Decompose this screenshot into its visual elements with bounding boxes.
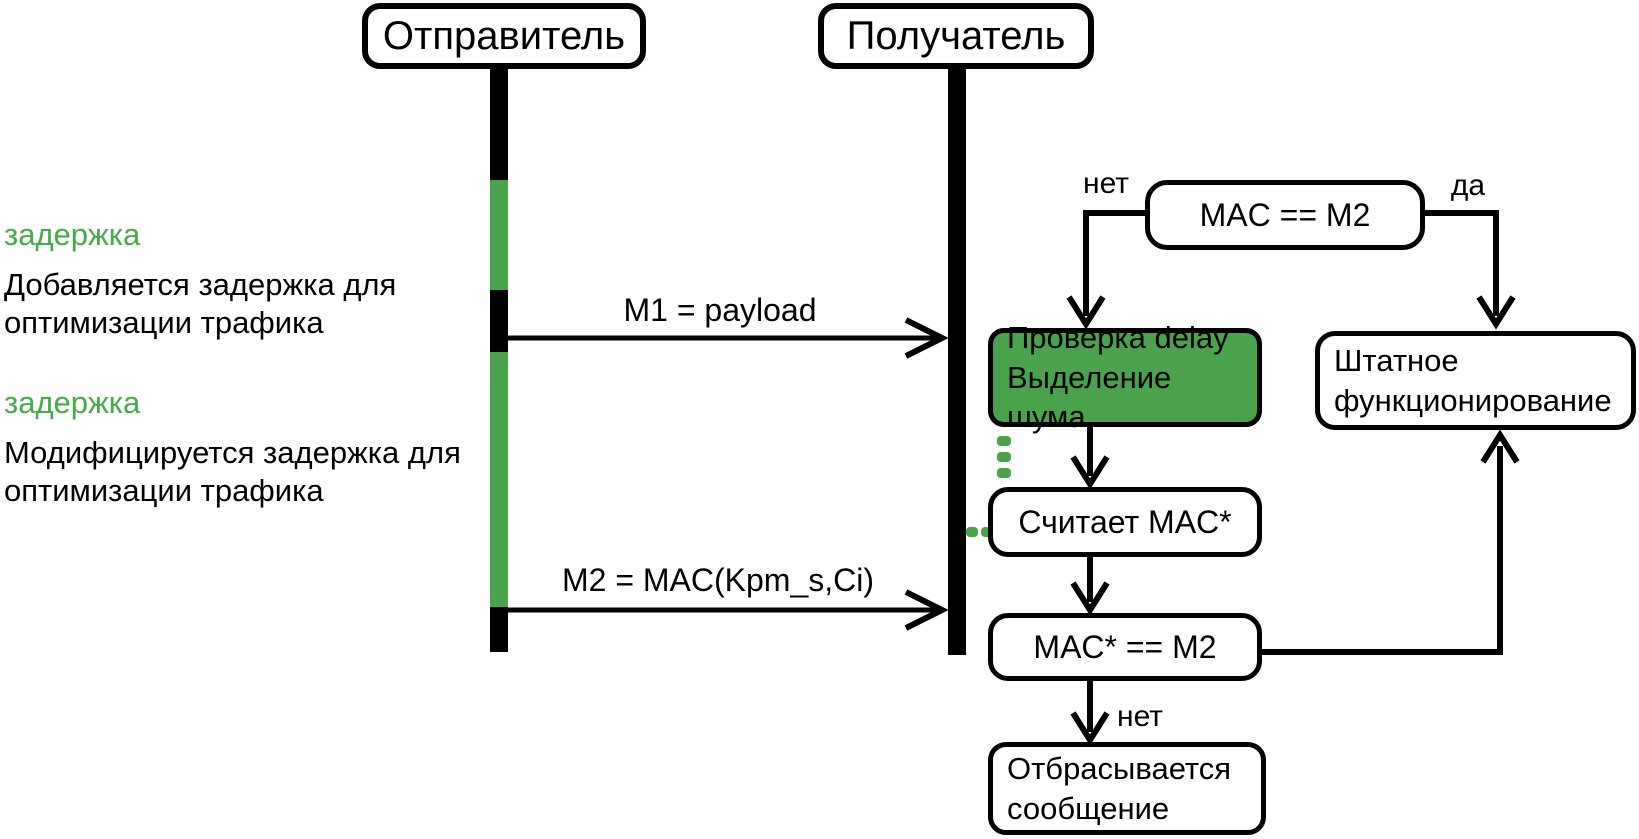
branch-yes-text: да (1450, 169, 1486, 202)
branch-no-elbow (1086, 213, 1147, 316)
normal-operation-line: функционирование (1334, 382, 1612, 418)
annotation-line: Модифицируется задержка для (4, 435, 461, 471)
annotation-delay-modified (4, 384, 524, 510)
green-dot-horizontal-1 (966, 527, 978, 537)
decision-mac-star-box (988, 613, 1262, 681)
branch-yes-elbow (1423, 213, 1496, 316)
check-delay-noise-box (988, 320, 1262, 435)
sender-header (362, 3, 646, 69)
branch-no-bottom-text: нет (1117, 700, 1163, 733)
branch-yes-label (1438, 168, 1498, 204)
m2-message-label (546, 554, 890, 596)
normal-operation-box (1315, 331, 1636, 430)
annotation-line: оптимизации трафика (4, 305, 324, 340)
annotation-title: задержка (4, 385, 141, 420)
m1-message-text: M1 = payload (623, 292, 817, 328)
branch-no-text: нет (1083, 167, 1129, 200)
receiver-header-label: Получатель (846, 14, 1066, 58)
annotation-line: оптимизации трафика (4, 473, 324, 508)
decision-mac-eq-m2-box (1145, 180, 1425, 250)
discard-message-box (988, 742, 1266, 835)
noise-extraction-line: Выделение шума (1007, 359, 1172, 435)
sender-header-label: Отправитель (382, 14, 626, 58)
discard-line: Отбрасывается (1007, 750, 1232, 786)
green-dot-vertical-1 (997, 436, 1011, 446)
check-delay-line: Проверка delay (1007, 320, 1229, 355)
compute-mac-box (988, 487, 1262, 557)
compute-mac-label: Считает MAC* (1018, 504, 1232, 540)
annotation-title: задержка (4, 217, 141, 252)
discard-line: сообщение (1007, 790, 1170, 826)
branch-no-bottom-label (1105, 700, 1175, 734)
normal-operation-line: Штатное (1334, 342, 1459, 378)
annotation-delay-added (4, 216, 504, 342)
green-dot-vertical-2 (997, 452, 1011, 462)
annotation-line: Добавляется задержка для (4, 267, 397, 303)
decision-mac-star-label: MAC* == M2 (1033, 629, 1217, 665)
branch-no-label (1075, 166, 1137, 202)
green-dot-vertical-3 (997, 468, 1011, 478)
decision-mac-eq-m2-label: MAC == M2 (1199, 197, 1371, 233)
decision-to-normal-elbow (1262, 446, 1500, 652)
receiver-lifeline (948, 62, 966, 655)
receiver-header (818, 3, 1094, 69)
m2-message-text: M2 = MAC(Kpm_s,Ci) (561, 562, 875, 598)
m1-message-label (570, 286, 870, 326)
